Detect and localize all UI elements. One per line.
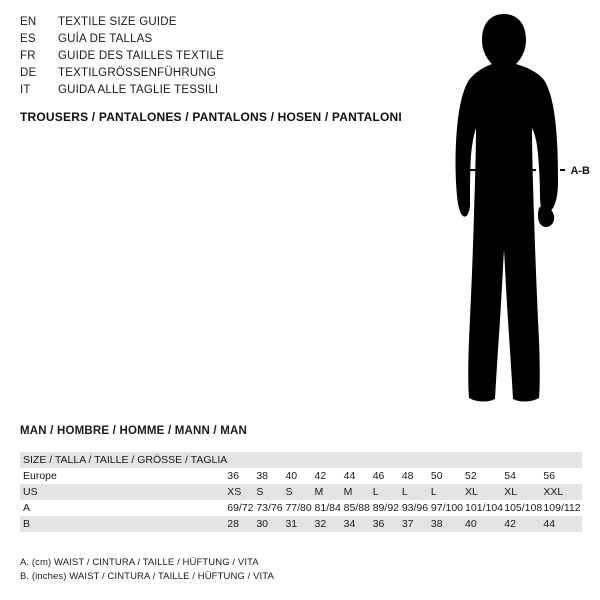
cell: 38 (431, 516, 465, 532)
row-label: A (23, 502, 31, 514)
table-row-us (20, 484, 582, 500)
cell (431, 452, 465, 468)
footnote-b: B. (inches) WAIST / CINTURA / TAILLE / HÜFTUNG / VITA (20, 571, 274, 582)
language-code: IT (20, 84, 31, 96)
language-list (20, 16, 360, 101)
cell (504, 452, 543, 468)
cell: 109/112 (543, 502, 581, 514)
cell: XL (465, 484, 504, 500)
section-title-man: MAN / HOMBRE / HOMME / MANN / MAN (20, 425, 248, 437)
cell: 40 (285, 470, 298, 482)
table-row-europe (20, 468, 582, 484)
cell: S (256, 484, 285, 500)
cell: 97/100 (430, 502, 464, 514)
cell: 89/92 (372, 502, 399, 514)
cell: XL (504, 484, 543, 500)
language-label: GUIDA ALLE TAGLIE TESSILI (58, 84, 219, 96)
language-row (20, 16, 360, 33)
cell: S (285, 484, 314, 500)
cell: 36 (373, 516, 402, 532)
cell: 54 (504, 470, 516, 482)
cell: 46 (372, 470, 385, 482)
language-label: GUIDE DES TAILLES TEXTILE (58, 50, 225, 62)
cell: 44 (543, 516, 582, 532)
cell: 50 (430, 470, 443, 482)
cell: XS (227, 484, 256, 500)
table-row-a (20, 500, 582, 516)
language-code: ES (20, 33, 36, 45)
cell: XXL (543, 484, 582, 500)
cell: 44 (343, 470, 356, 482)
cell: 56 (543, 470, 556, 482)
cell: 101/104 (465, 502, 504, 514)
cell: 42 (314, 470, 327, 482)
language-code: DE (20, 67, 37, 79)
cell: 85/88 (343, 502, 370, 514)
row-label: SIZE / TALLA / TAILLE / GRÖSSE / TAGLIA (20, 452, 227, 468)
cell (373, 452, 402, 468)
cell (402, 452, 431, 468)
language-label: GUÍA DE TALLAS (58, 33, 153, 45)
language-row (20, 50, 360, 67)
cell: 37 (402, 516, 431, 532)
cell: 93/96 (401, 502, 429, 514)
row-label: B (20, 516, 227, 532)
table-row-size-header (20, 452, 582, 468)
language-row (20, 33, 360, 50)
cell: 52 (465, 470, 477, 482)
cell: L (431, 484, 465, 500)
table-row-b (20, 516, 582, 532)
cell (285, 452, 314, 468)
size-table (20, 452, 582, 532)
man-silhouette-icon (420, 10, 590, 410)
cell (543, 452, 582, 468)
language-label: TEXTILGRÖSSENFÜHRUNG (58, 67, 216, 79)
category-title: TROUSERS / PANTALONES / PANTALONS / HOSEN / PANTALONI (20, 110, 402, 124)
cell: 81/84 (314, 502, 341, 514)
cell: 48 (401, 470, 414, 482)
cell (315, 452, 344, 468)
cell (344, 452, 373, 468)
cell: L (373, 484, 402, 500)
language-row (20, 84, 360, 101)
row-label: US (20, 484, 227, 500)
cell (227, 452, 256, 468)
cell: 69/72 (227, 502, 254, 514)
cell: 32 (315, 516, 344, 532)
cell: M (315, 484, 344, 500)
cell: 34 (344, 516, 373, 532)
figure-illustration (420, 10, 590, 410)
footnotes (20, 556, 274, 584)
cell: 40 (465, 516, 504, 532)
cell: 36 (227, 470, 239, 482)
cell: 38 (256, 470, 269, 482)
footnote-a: A. (cm) WAIST / CINTURA / TAILLE / HÜFTUNG / VITA (20, 557, 259, 568)
cell: 28 (227, 516, 256, 532)
cell: 77/80 (285, 502, 312, 514)
language-row (20, 67, 360, 84)
language-code: EN (20, 16, 37, 28)
cell: 73/76 (256, 502, 283, 514)
cell: 42 (504, 516, 543, 532)
cell: 30 (256, 516, 285, 532)
cell: 105/108 (504, 502, 543, 514)
measurement-label-ab: A-B (570, 165, 590, 177)
cell (256, 452, 285, 468)
cell: 31 (285, 516, 314, 532)
cell: M (344, 484, 373, 500)
row-label: Europe (23, 470, 57, 482)
language-label: TEXTILE SIZE GUIDE (58, 16, 177, 28)
cell (465, 452, 504, 468)
language-code: FR (20, 50, 36, 62)
cell: L (402, 484, 431, 500)
